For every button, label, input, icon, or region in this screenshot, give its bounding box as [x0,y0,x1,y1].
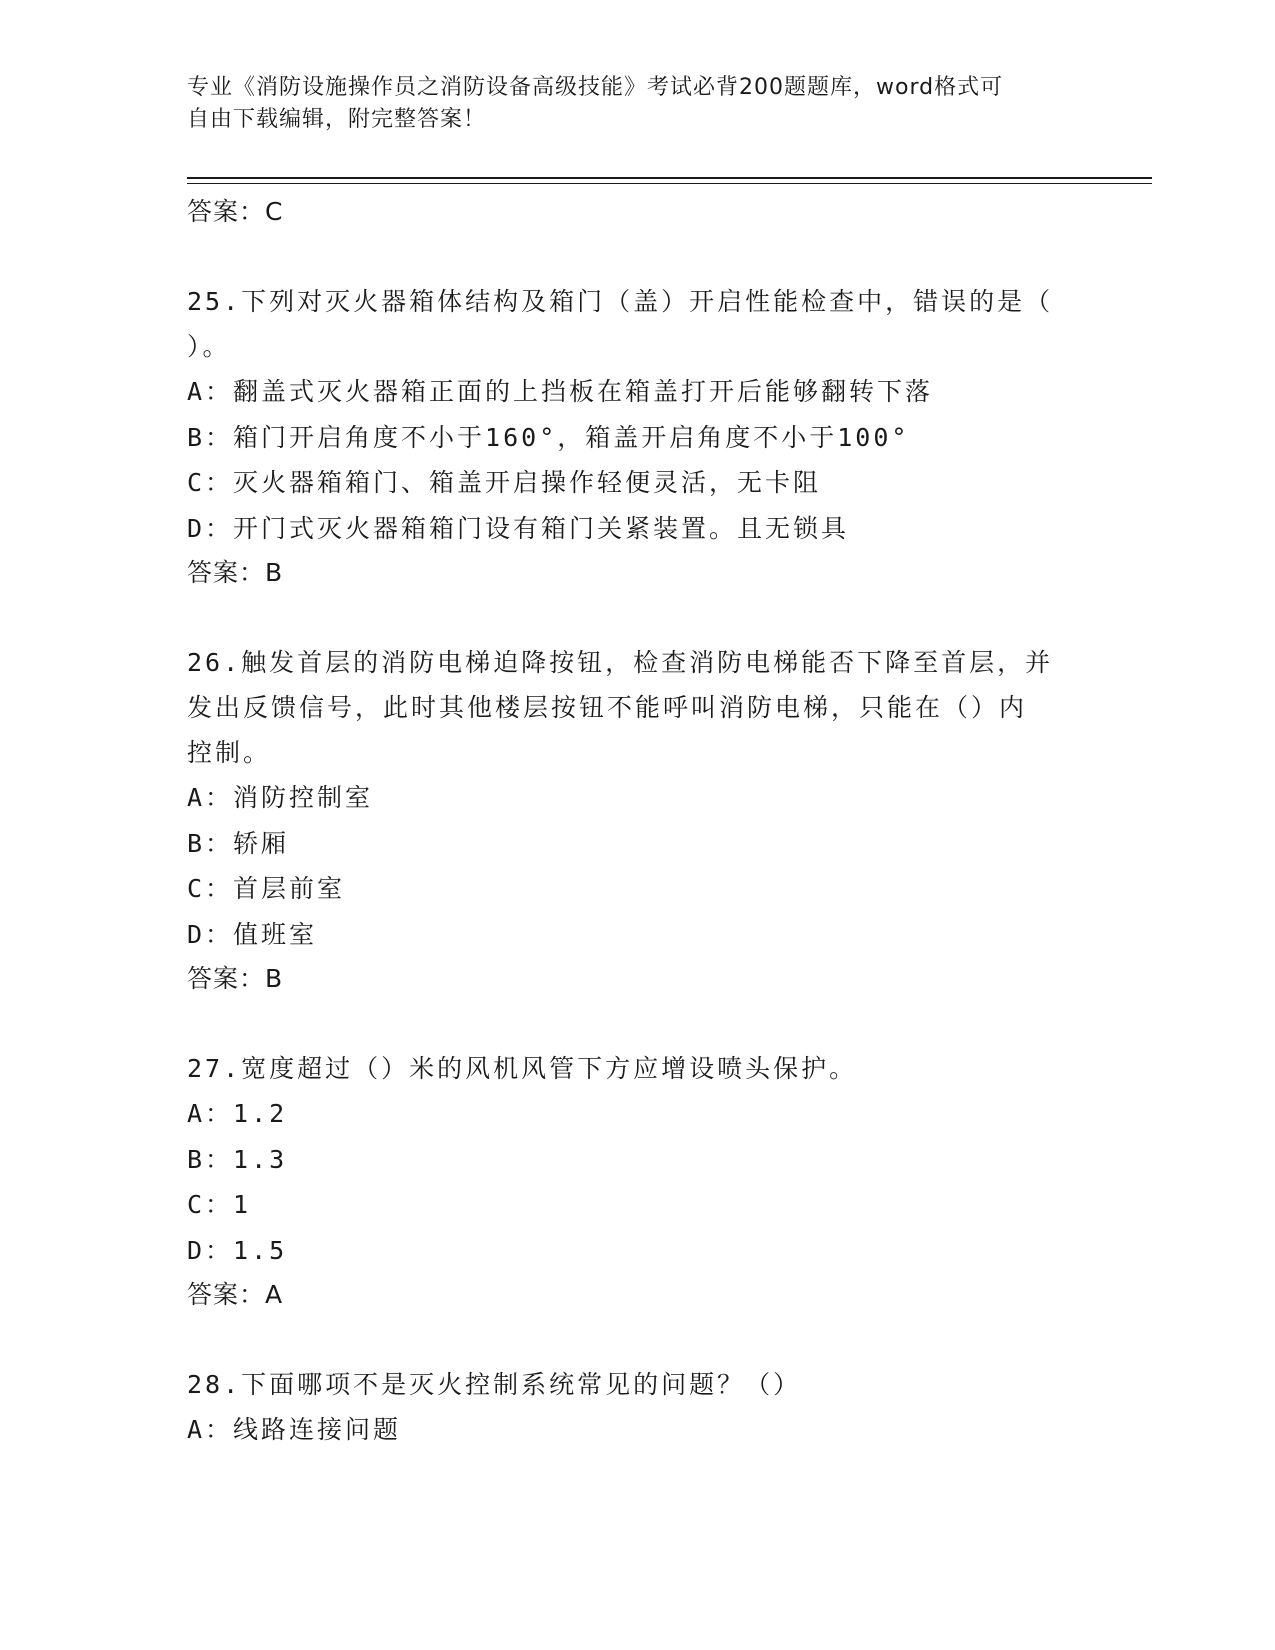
question-28 [187,1362,1087,1453]
option-c: C：灭火器箱箱门、箱盖开启操作轻便灵活，无卡阻 [187,468,822,497]
question-text-line: ）。 [187,332,231,361]
option-d: D：值班室 [187,919,318,949]
question-26 [187,640,1087,1001]
option-c: C：首层前室 [187,874,346,903]
header-rule-thick [187,177,1152,179]
option-c: C：1 [187,1190,252,1219]
question-25 [187,279,1087,595]
question-text-line: 发出反馈信号，此时其他楼层按钮不能呼叫消防电梯，只能在（）内 [187,693,1028,722]
answer-label: 答案：A [187,1280,284,1309]
answer-label: 答案：B [187,964,284,993]
question-content [187,190,1087,1453]
question-text-line: 28.下面哪项不是灭火控制系统常见的问题？（） [187,1370,802,1399]
option-b: B：轿厢 [187,828,290,858]
header-line-2: 自由下载编辑，附完整答案！ [187,107,487,132]
question-text-line: 控制。 [187,738,272,767]
option-b: B：1.3 [187,1144,288,1174]
option-a: A：线路连接问题 [187,1415,402,1444]
header-line-1: 专业《消防设施操作员之消防设备高级技能》考试必背200题题库，word格式可 [187,75,1004,100]
answer-label: 答案：B [187,558,284,587]
answer-label: 答案：C [187,197,284,226]
option-a: A：消防控制室 [187,783,374,812]
question-text-line: 25.下列对灭火器箱体结构及箱门（盖）开启性能检查中，错误的是（ [187,287,1054,316]
page-header [187,72,1067,136]
question-text-line: 26.触发首层的消防电梯迫降按钮，检查消防电梯能否下降至首层，并 [187,648,1054,677]
option-d: D：1.5 [187,1235,288,1265]
question-27 [187,1046,1087,1317]
option-b: B：箱门开启角度不小于160°，箱盖开启角度不小于100° [187,422,910,452]
question-text-line: 27.宽度超过（）米的风机风管下方应增设喷头保护。 [187,1054,858,1083]
option-a: A：翻盖式灭火器箱正面的上挡板在箱盖打开后能够翻转下落 [187,377,934,406]
option-d: D：开门式灭火器箱箱门设有箱门关紧装置。且无锁具 [187,513,850,543]
header-rule-thin [187,183,1152,184]
option-a: A：1.2 [187,1099,288,1128]
